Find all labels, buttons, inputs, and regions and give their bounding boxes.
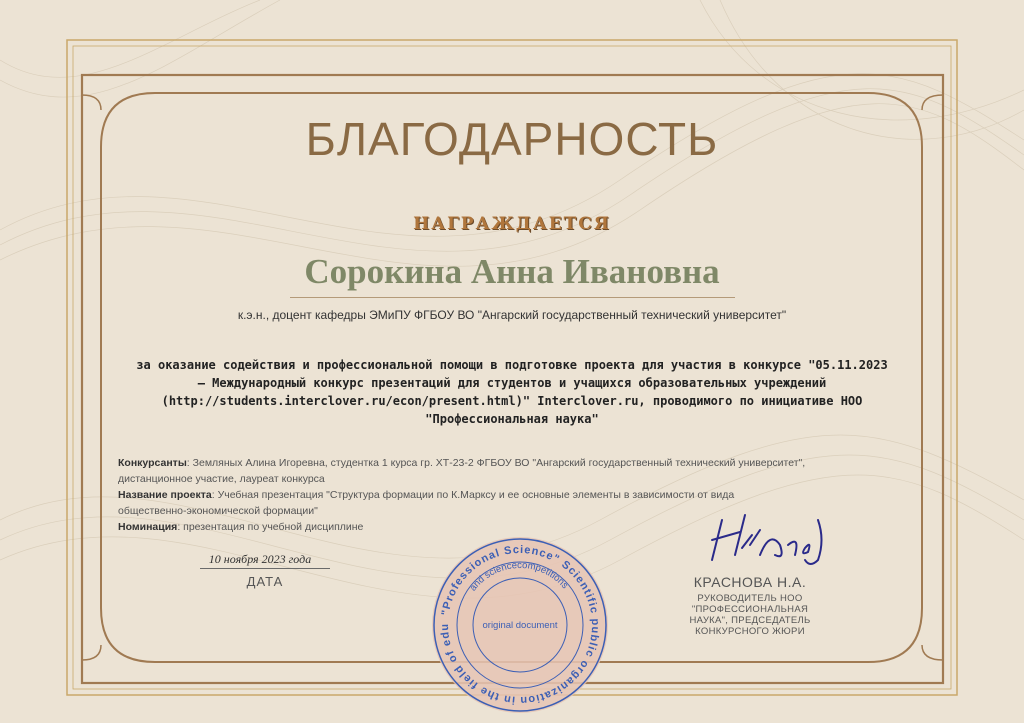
reason-line: за оказание содействия и профессиональной помощи в подготовке проекта для участия в конкурсе "05.11.2023 bbox=[136, 358, 888, 372]
signer-role-line: "ПРОФЕССИОНАЛЬНАЯ bbox=[691, 604, 809, 615]
contestants-value-cont: дистанционное участие, лауреат конкурса bbox=[118, 473, 325, 485]
reason-line: — Международный конкурс презентаций для студентов и учащихся образовательных учреждений bbox=[197, 376, 827, 390]
signer-role-line: НАУКА", ПРЕДСЕДАТЕЛЬ bbox=[689, 615, 811, 626]
svg-text:and sciencecompetitions: and sciencecompetitions bbox=[467, 559, 571, 594]
nomination-value: : презентация по учебной дисциплине bbox=[177, 521, 364, 533]
signer-role-line: РУКОВОДИТЕЛЬ НОО bbox=[697, 593, 803, 604]
project-value: : Учебная презентация "Структура формации по К.Марксу и ее основные элементы в зависимости от вида bbox=[211, 489, 735, 501]
contestants-label: Конкурсанты bbox=[118, 457, 187, 469]
svg-text:"Professional Science" Scienti: "Professional Science" Scientific public organization in the field of edu bbox=[438, 543, 602, 707]
recipient-name: Сорокина Анна Ивановна bbox=[304, 252, 720, 291]
signer-name: КРАСНОВА Н.А. bbox=[693, 574, 807, 590]
signer-role bbox=[670, 593, 830, 637]
certificate-title: БЛАГОДАРНОСТЬ bbox=[305, 113, 719, 165]
reason-line: "Профессиональная наука" bbox=[425, 412, 599, 426]
date-label: ДАТА bbox=[246, 574, 284, 589]
date-value: 10 ноября 2023 года bbox=[208, 552, 312, 566]
recipient-position: к.э.н., доцент кафедры ЭМиПУ ФГБОУ ВО "Ангарский государственный технический университет" bbox=[237, 308, 787, 322]
nomination-label: Номинация bbox=[118, 521, 178, 533]
project-label: Название проекта bbox=[118, 489, 212, 501]
reason-line: (http://students.interclover.ru/econ/present.html)" Interclover.ru, проводимого по инициативе НОО bbox=[161, 394, 863, 408]
contestants-value: : Земляных Алина Игоревна, студентка 1 курса гр. ХТ-23-2 ФГБОУ ВО "Ангарский государственный технический университет", bbox=[186, 457, 806, 469]
awarded-label: НАГРАЖДАЕТСЯ bbox=[413, 214, 611, 234]
stamp-center-text: original document bbox=[482, 620, 558, 631]
project-value-cont: общественно-экономической формации" bbox=[118, 505, 318, 517]
signer-role-line: КОНКУРСНОГО ЖЮРИ bbox=[695, 626, 805, 637]
